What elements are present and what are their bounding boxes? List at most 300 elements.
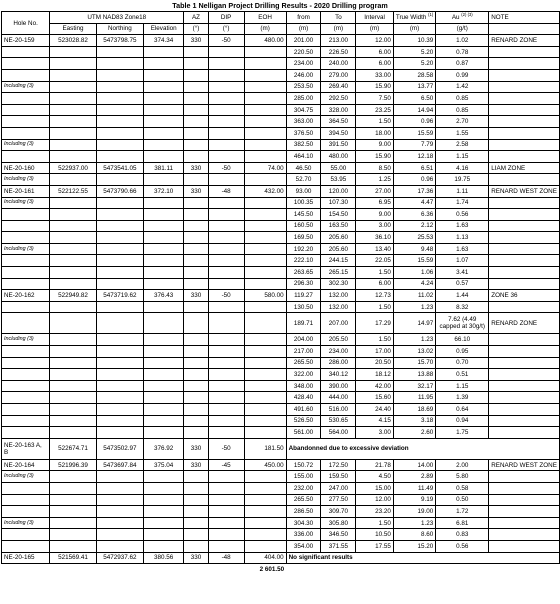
cell-northing (96, 517, 143, 529)
cell-elevation: 376.92 (144, 438, 184, 459)
cell-elevation (144, 220, 184, 232)
cell-elevation (144, 357, 184, 369)
cell-to: 265.15 (321, 267, 356, 279)
cell-interval: 15.90 (356, 151, 394, 163)
cell-note (489, 494, 560, 506)
cell-true-width: 11.02 (393, 290, 435, 302)
cell-eoh (244, 243, 286, 255)
cell-eoh (244, 415, 286, 427)
cell-to: 305.80 (321, 517, 356, 529)
cell-interval: 15.90 (356, 81, 394, 93)
cell-interval: 7.50 (356, 93, 394, 105)
table-row (2, 506, 560, 518)
cell-true-width: 25.53 (393, 232, 435, 244)
cell-au: 3.41 (436, 267, 489, 279)
cell-dip (208, 69, 244, 81)
total-spacer (184, 564, 208, 575)
cell-az (184, 278, 208, 290)
cell-au: 0.85 (436, 104, 489, 116)
cell-northing (96, 116, 143, 128)
cell-northing (96, 380, 143, 392)
cell-hole-no (2, 151, 50, 163)
table-row (2, 369, 560, 381)
cell-easting (50, 471, 97, 483)
cell-to: 205.60 (321, 232, 356, 244)
total-spacer (96, 564, 143, 575)
cell-hole-no (2, 346, 50, 358)
cell-northing (96, 506, 143, 518)
cell-interval: 6.00 (356, 58, 394, 70)
cell-from: 382.50 (286, 139, 321, 151)
cell-to: 277.50 (321, 494, 356, 506)
cell-northing (96, 404, 143, 416)
cell-az (184, 151, 208, 163)
cell-northing (96, 471, 143, 483)
cell-to: 394.50 (321, 127, 356, 139)
cell-note (489, 139, 560, 151)
cell-interval: 12.00 (356, 494, 394, 506)
cell-from: 304.30 (286, 517, 321, 529)
cell-elevation (144, 151, 184, 163)
cell-easting: 523028.82 (50, 35, 97, 47)
cell-eoh: 450.00 (244, 459, 286, 471)
cell-elevation (144, 313, 184, 334)
cell-hole-no (2, 380, 50, 392)
cell-northing (96, 232, 143, 244)
cell-from: 189.71 (286, 313, 321, 334)
cell-note (489, 243, 560, 255)
cell-northing (96, 197, 143, 209)
cell-interval: 3.00 (356, 220, 394, 232)
cell-dip (208, 278, 244, 290)
cell-true-width: 1.23 (393, 301, 435, 313)
cell-az: 330 (184, 185, 208, 197)
cell-eoh (244, 197, 286, 209)
header-au-label: Au (451, 13, 460, 21)
cell-northing (96, 357, 143, 369)
cell-elevation (144, 506, 184, 518)
cell-eoh (244, 346, 286, 358)
cell-au: 1.44 (436, 290, 489, 302)
cell-easting (50, 506, 97, 518)
cell-true-width: 14.94 (393, 104, 435, 116)
header-au (436, 12, 489, 24)
cell-easting: 521569.41 (50, 552, 97, 564)
total-spacer (144, 564, 184, 575)
cell-elevation (144, 81, 184, 93)
cell-interval: 36.10 (356, 232, 394, 244)
cell-au: 1.02 (436, 35, 489, 47)
cell-elevation (144, 369, 184, 381)
cell-az (184, 380, 208, 392)
cell-hole-no (2, 267, 50, 279)
cell-interval: 17.00 (356, 346, 394, 358)
cell-northing (96, 482, 143, 494)
cell-az (184, 174, 208, 186)
cell-az (184, 415, 208, 427)
cell-au: 0.70 (436, 357, 489, 369)
cell-au: 1.11 (436, 185, 489, 197)
cell-eoh (244, 151, 286, 163)
cell-az: 330 (184, 35, 208, 47)
cell-northing: 5473541.05 (96, 162, 143, 174)
cell-to: 364.50 (321, 116, 356, 128)
cell-from: 160.50 (286, 220, 321, 232)
cell-au: 0.85 (436, 93, 489, 105)
header-to-unit: (m) (321, 23, 356, 35)
cell-eoh (244, 392, 286, 404)
cell-interval: 1.50 (356, 267, 394, 279)
cell-dip (208, 58, 244, 70)
cell-northing (96, 313, 143, 334)
cell-dip: -50 (208, 162, 244, 174)
cell-eoh (244, 81, 286, 93)
cell-elevation (144, 427, 184, 439)
cell-dip (208, 369, 244, 381)
table-row (2, 392, 560, 404)
cell-hole-no (2, 232, 50, 244)
cell-au: 0.64 (436, 404, 489, 416)
cell-elevation (144, 494, 184, 506)
cell-interval: 22.05 (356, 255, 394, 267)
cell-dip (208, 301, 244, 313)
cell-northing (96, 69, 143, 81)
cell-au: 0.78 (436, 46, 489, 58)
cell-easting (50, 58, 97, 70)
cell-az (184, 255, 208, 267)
cell-easting (50, 301, 97, 313)
cell-hole-no: Including (3) (2, 334, 50, 346)
cell-au: 6.81 (436, 517, 489, 529)
total-meters: 2 601.50 (259, 565, 285, 573)
cell-from: 348.00 (286, 380, 321, 392)
cell-northing (96, 427, 143, 439)
cell-az (184, 392, 208, 404)
cell-eoh (244, 278, 286, 290)
cell-from: 561.00 (286, 427, 321, 439)
cell-from: 201.00 (286, 35, 321, 47)
cell-true-width: 14.97 (393, 313, 435, 334)
cell-easting (50, 69, 97, 81)
cell-elevation (144, 380, 184, 392)
cell-au: 0.56 (436, 209, 489, 221)
cell-az (184, 220, 208, 232)
cell-easting (50, 482, 97, 494)
cell-eoh (244, 540, 286, 552)
table-row (2, 255, 560, 267)
cell-note (489, 357, 560, 369)
cell-to: 226.50 (321, 46, 356, 58)
cell-from: 232.00 (286, 482, 321, 494)
cell-dip (208, 529, 244, 541)
cell-au: 0.94 (436, 415, 489, 427)
cell-hole-no: NE-20-163 A, B (2, 438, 50, 459)
cell-from: 100.35 (286, 197, 321, 209)
cell-true-width: 1.23 (393, 517, 435, 529)
cell-dip: -45 (208, 459, 244, 471)
header-hole-no: Hole No. (2, 12, 50, 35)
cell-from: 265.50 (286, 494, 321, 506)
cell-hole-no: Including (3) (2, 517, 50, 529)
cell-easting (50, 357, 97, 369)
cell-az (184, 127, 208, 139)
cell-dip (208, 482, 244, 494)
cell-northing (96, 46, 143, 58)
cell-elevation (144, 471, 184, 483)
cell-to: 516.00 (321, 404, 356, 416)
cell-interval: 6.95 (356, 197, 394, 209)
cell-easting (50, 220, 97, 232)
cell-interval: 21.78 (356, 459, 394, 471)
cell-au: 7.62 (4.49 capped at 30g/t) (436, 313, 489, 334)
cell-note (489, 517, 560, 529)
cell-note (489, 392, 560, 404)
table-row (2, 357, 560, 369)
cell-interval: 6.00 (356, 46, 394, 58)
cell-note (489, 127, 560, 139)
cell-interval: 1.50 (356, 116, 394, 128)
cell-note (489, 301, 560, 313)
cell-note (489, 471, 560, 483)
cell-dip (208, 392, 244, 404)
table-row (2, 209, 560, 221)
cell-true-width: 15.59 (393, 255, 435, 267)
cell-eoh (244, 517, 286, 529)
cell-from: 336.00 (286, 529, 321, 541)
cell-az (184, 243, 208, 255)
cell-az (184, 404, 208, 416)
cell-from: 204.00 (286, 334, 321, 346)
cell-northing (96, 243, 143, 255)
cell-northing: 5473790.66 (96, 185, 143, 197)
table-row (2, 334, 560, 346)
cell-hole-no: Including (3) (2, 197, 50, 209)
cell-northing: 5473502.97 (96, 438, 143, 459)
cell-from: 491.60 (286, 404, 321, 416)
cell-hole-no (2, 69, 50, 81)
cell-elevation (144, 392, 184, 404)
cell-elevation (144, 529, 184, 541)
cell-northing (96, 209, 143, 221)
cell-au: 1.74 (436, 197, 489, 209)
cell-interval: 3.00 (356, 427, 394, 439)
cell-easting (50, 540, 97, 552)
header-au-sup: (2) (3) (461, 11, 473, 17)
table-row (2, 69, 560, 81)
cell-eoh (244, 209, 286, 221)
cell-interval: 27.00 (356, 185, 394, 197)
cell-elevation (144, 278, 184, 290)
cell-to: 480.00 (321, 151, 356, 163)
table-row (2, 104, 560, 116)
cell-eoh (244, 506, 286, 518)
header-az-unit: (°) (184, 23, 208, 35)
cell-from: 304.75 (286, 104, 321, 116)
cell-elevation (144, 243, 184, 255)
cell-az (184, 517, 208, 529)
cell-hole-no: NE-20-161 (2, 185, 50, 197)
cell-hole-no (2, 529, 50, 541)
cell-easting (50, 404, 97, 416)
cell-from: 263.65 (286, 267, 321, 279)
cell-easting: 521996.39 (50, 459, 97, 471)
cell-note (489, 255, 560, 267)
cell-true-width: 14.00 (393, 459, 435, 471)
cell-au: 2.00 (436, 459, 489, 471)
cell-note (489, 529, 560, 541)
cell-eoh (244, 255, 286, 267)
cell-au: 0.51 (436, 369, 489, 381)
table-row (2, 415, 560, 427)
cell-au: 1.63 (436, 220, 489, 232)
cell-hole-no: Including (3) (2, 81, 50, 93)
cell-from: 526.50 (286, 415, 321, 427)
table-row (2, 139, 560, 151)
cell-dip (208, 357, 244, 369)
cell-to: 564.00 (321, 427, 356, 439)
cell-to: 328.00 (321, 104, 356, 116)
cell-to: 132.00 (321, 301, 356, 313)
cell-hole-no (2, 506, 50, 518)
cell-dip (208, 243, 244, 255)
cell-easting (50, 346, 97, 358)
cell-az (184, 494, 208, 506)
cell-az (184, 346, 208, 358)
cell-hole-no (2, 93, 50, 105)
cell-from: 376.50 (286, 127, 321, 139)
cell-elevation (144, 415, 184, 427)
cell-to: 340.12 (321, 369, 356, 381)
cell-note (489, 69, 560, 81)
header-dip: DIP (208, 12, 244, 24)
cell-easting (50, 494, 97, 506)
cell-dip: -50 (208, 35, 244, 47)
cell-hole-no (2, 427, 50, 439)
cell-dip (208, 81, 244, 93)
cell-northing: 5473719.62 (96, 290, 143, 302)
header-true-width-unit: (m) (393, 23, 435, 35)
table-row (2, 313, 560, 334)
cell-note (489, 104, 560, 116)
cell-from: 155.00 (286, 471, 321, 483)
cell-note (489, 267, 560, 279)
cell-eoh: 181.50 (244, 438, 286, 459)
cell-note (489, 380, 560, 392)
cell-hole-no: Including (3) (2, 139, 50, 151)
cell-elevation: 375.04 (144, 459, 184, 471)
cell-interval: 42.00 (356, 380, 394, 392)
cell-note (489, 174, 560, 186)
cell-note (489, 46, 560, 58)
table-caption: Table 1 Nelligan Project Drilling Results - 2020 Drilling program (172, 1, 388, 10)
cell-easting: 522674.71 (50, 438, 97, 459)
cell-dip: -50 (208, 438, 244, 459)
cell-elevation (144, 58, 184, 70)
cell-to: 346.50 (321, 529, 356, 541)
cell-au: 1.07 (436, 255, 489, 267)
cell-true-width: 5.20 (393, 46, 435, 58)
cell-true-width: 8.60 (393, 529, 435, 541)
cell-to: 55.00 (321, 162, 356, 174)
cell-from: 93.00 (286, 185, 321, 197)
cell-from: 130.50 (286, 301, 321, 313)
cell-dip (208, 267, 244, 279)
cell-eoh (244, 232, 286, 244)
cell-dip (208, 197, 244, 209)
header-note: NOTE (489, 12, 560, 24)
table-row (2, 174, 560, 186)
cell-northing (96, 151, 143, 163)
cell-to: 159.50 (321, 471, 356, 483)
cell-az (184, 116, 208, 128)
cell-hole-no: NE-20-159 (2, 35, 50, 47)
cell-az (184, 93, 208, 105)
cell-true-width: 32.17 (393, 380, 435, 392)
cell-interval: 1.25 (356, 174, 394, 186)
cell-interval: 9.00 (356, 139, 394, 151)
cell-true-width: 13.77 (393, 81, 435, 93)
cell-dip (208, 174, 244, 186)
cell-az (184, 427, 208, 439)
cell-az (184, 540, 208, 552)
cell-northing (96, 139, 143, 151)
table-row (2, 220, 560, 232)
cell-note (489, 58, 560, 70)
cell-au: 4.16 (436, 162, 489, 174)
cell-az (184, 58, 208, 70)
cell-elevation (144, 46, 184, 58)
cell-note (489, 404, 560, 416)
cell-elevation (144, 482, 184, 494)
cell-dip (208, 46, 244, 58)
cell-dip (208, 404, 244, 416)
cell-dip (208, 209, 244, 221)
cell-dip (208, 151, 244, 163)
cell-au: 1.72 (436, 506, 489, 518)
cell-true-width: 0.96 (393, 174, 435, 186)
cell-true-width: 2.89 (393, 471, 435, 483)
cell-to: 240.00 (321, 58, 356, 70)
cell-interval: 23.25 (356, 104, 394, 116)
cell-to: 205.60 (321, 243, 356, 255)
cell-result-note: No significant results (286, 552, 489, 564)
cell-elevation: 372.10 (144, 185, 184, 197)
cell-az (184, 104, 208, 116)
cell-easting (50, 334, 97, 346)
cell-eoh (244, 404, 286, 416)
cell-northing (96, 93, 143, 105)
cell-northing (96, 346, 143, 358)
header-easting: Easting (50, 23, 97, 35)
cell-au: 1.13 (436, 232, 489, 244)
cell-elevation (144, 346, 184, 358)
cell-au: 66.10 (436, 334, 489, 346)
cell-az: 330 (184, 290, 208, 302)
table-row (2, 438, 560, 459)
cell-note (489, 506, 560, 518)
cell-hole-no (2, 127, 50, 139)
cell-easting (50, 267, 97, 279)
cell-to: 244.15 (321, 255, 356, 267)
table-row (2, 116, 560, 128)
cell-note (489, 334, 560, 346)
header-true-width-sup: (1) (428, 11, 434, 17)
cell-elevation (144, 232, 184, 244)
cell-dip (208, 506, 244, 518)
cell-eoh (244, 58, 286, 70)
cell-dip (208, 334, 244, 346)
cell-au: 1.42 (436, 81, 489, 93)
